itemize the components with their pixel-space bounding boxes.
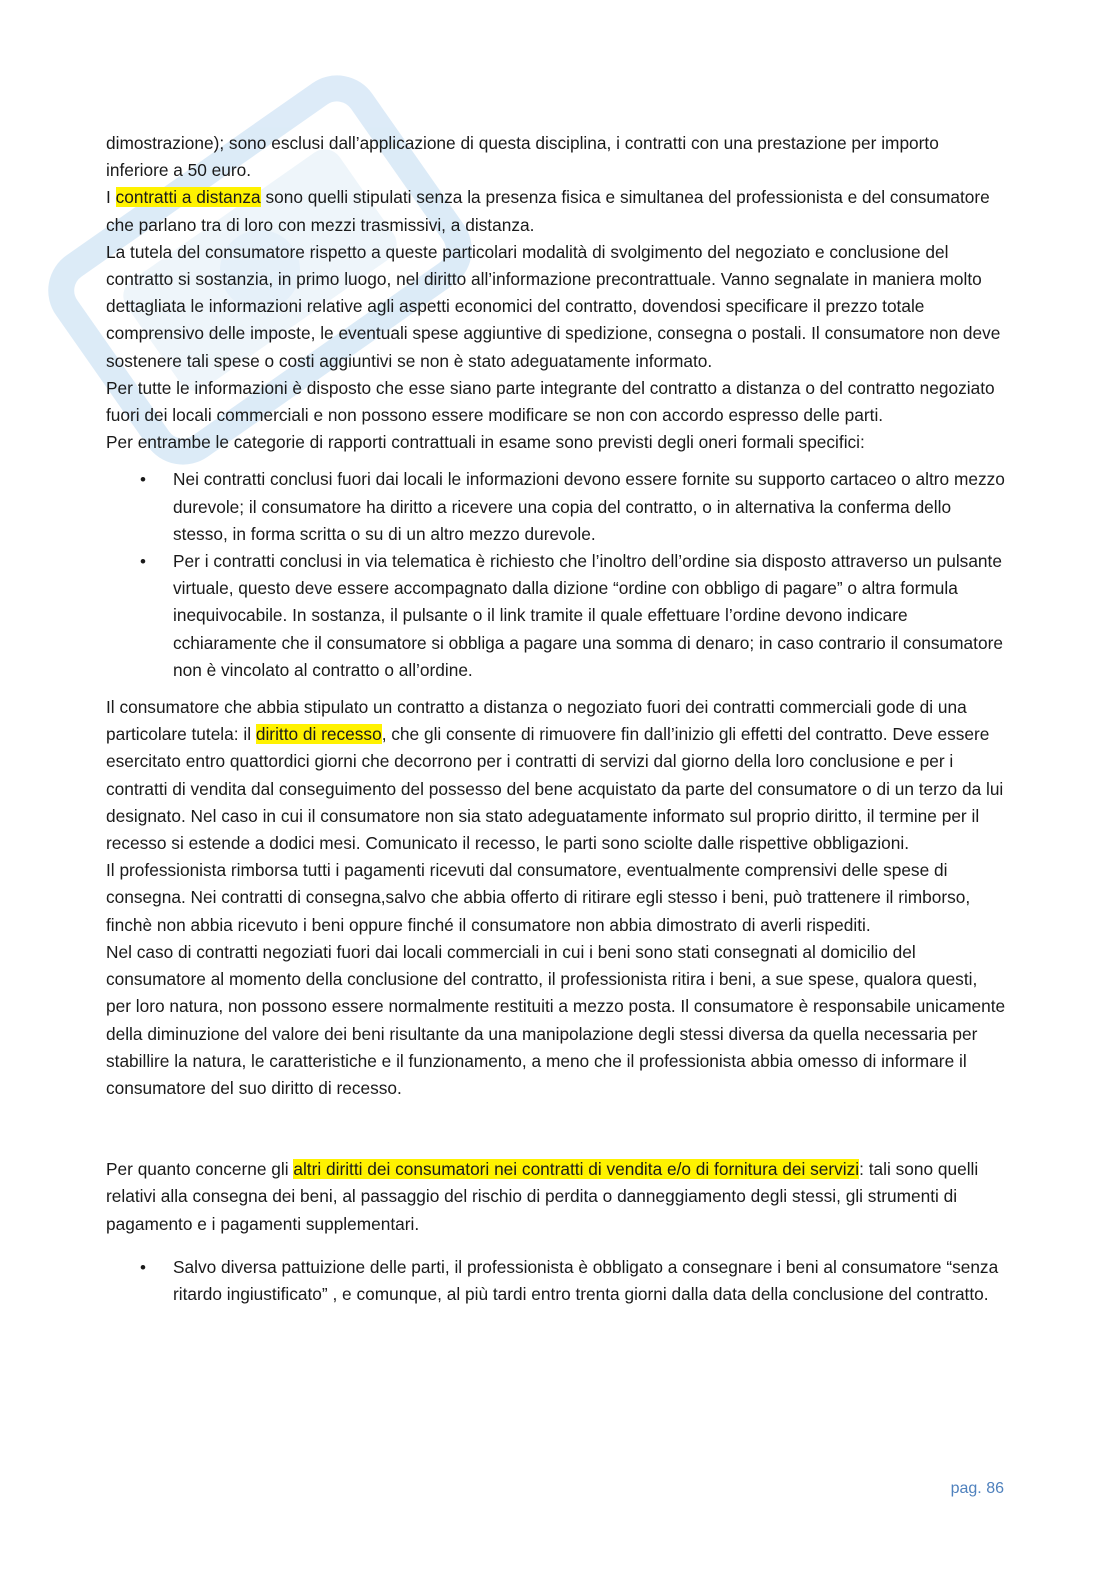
paragraph: I contratti a distanza sono quelli stipulati senza la presenza fisica e simultanea del professionista e del consumatore che parlano tra di loro con mezzi trasmissivi, a distanza. [106,187,990,235]
paragraph: Il consumatore che abbia stipulato un contratto a distanza o negoziato fuori dei contratti commerciali gode di una particolare tutela: il diritto di recesso, che gli consente di rimuovere fin dall’inizio gli effetti del contratto. Deve essere esercitato entro quattordici giorni che decorrono per i contratti di servizi dal giorno della loro conclusione e per i contratti di vendita dal conseguimento del possesso del bene acquistato da parte del consumatore o di un terzo da lui designato. Nel caso in cui il consumatore non sia stato adeguatamente informato sul proprio diritto, il termine per il recesso si estende a dodici mesi. Comunicato il recesso, le parti sono sciolte dalle rispettive obbligazioni. [106,697,1004,854]
paragraph: dimostrazione); sono esclusi dall’applicazione di questa disciplina, i contratti con una prestazione per importo inferiore a 50 euro. [106,133,939,181]
paragraph: La tutela del consumatore rispetto a queste particolari modalità di svolgimento del negoziato e conclusione del contratto si sostanzia, in primo luogo, nel diritto all’informazione precontrattuale. Vanno segnalate in maniera molto dettagliata le informazioni relative agli aspetti economici del contratto, dovendosi specificare il prezzo totale comprensivo delle imposte, le eventuali spese aggiuntive di spedizione, consegna o postali. Il consumatore non deve sostenere tali spese o costi aggiuntivi se non è stato adeguatamente informato. [106,241,1001,371]
highlight-altri-diritti: altri diritti dei consumatori nei contratti di vendita e/o di fornitura dei servizi [293,1159,860,1180]
bullet-list [106,1254,1006,1308]
list-item: • Per i contratti conclusi in via telematica è richiesto che l’inoltro dell’ordine sia disposto attraverso un pulsante virtuale, questo deve essere accompagnato dalla dizione “ordine con obbligo di pagare” o altra formula inequivocabile. In sostanza, il pulsante o il link tramite il quale effettuare l’ordine devono indicare cchiaramente che il consumatore si obbliga a pagare una somma di denaro; in caso contrario il consumatore non è vincolato al contratto o all’ordine. [106,548,1006,684]
list-item: • Salvo diversa pattuizione delle parti, il professionista è obbligato a consegnare i beni al consumatore “senza ritardo ingiustificato” , e comunque, al più tardi entro trenta giorni dalla data della conclusione del contratto. [106,1254,1006,1308]
paragraph: Per tutte le informazioni è disposto che esse siano parte integrante del contratto a distanza o del contratto negoziato fuori dei locali commerciali e non possono essere modificare se non con accordo espresso delle parti. [106,377,995,426]
bullet-list [106,466,1006,684]
highlight-contratti-a-distanza: contratti a distanza [115,187,261,208]
document-body [106,130,1006,1318]
paragraph: Per entrambe le categorie di rapporti contrattuali in esame sono previsti degli oneri formali specifici: [106,432,865,453]
highlight-diritto-di-recesso: diritto di recesso [255,724,382,745]
page-number: pag. 86 [950,1480,1004,1497]
paragraph: Nel caso di contratti negoziati fuori dai locali commerciali in cui i beni sono stati consegnati al domicilio del consumatore al momento della conclusione del contratto, il professionista ritira i beni, a sue spese, qualora questi, per loro natura, non possono essere normalmente restituiti a mezzo posta. Il consumatore è responsabile unicamente della diminuzione del valore dei beni risultante da una manipolazione degli stessi diversa da quella necessaria per stabillire la natura, le caratteristiche e il funzionamento, a meno che il professionista abbia omesso di informare il consumatore del suo diritto di recesso. [106,941,1006,1098]
list-item: • Nei contratti conclusi fuori dai locali le informazioni devono essere fornite su supporto cartaceo o altro mezzo durevole; il consumatore ha diritto a ricevere una copia del contratto, o in alternativa la conferma dello stesso, in forma scritta o su di un altro mezzo durevole. [106,466,1006,548]
paragraph: Il professionista rimborsa tutti i pagamenti ricevuti dal consumatore, eventualmente comprensivi delle spese di consegna. Nei contratti di consegna,salvo che abbia offerto di ritirare egli stesso i beni, può trattenere il rimborso, finchè non abbia ricevuto i beni oppure finché il consumatore non abbia dimostrato di averli rispediti. [106,860,971,935]
paragraph: Per quanto concerne gli altri diritti dei consumatori nei contratti di vendita e/o di fornitura dei servizi: tali sono quelli relativi alla consegna dei beni, al passaggio del rischio di perdita o danneggiamento degli stessi, gli strumenti di pagamento e i pagamenti supplementari. [106,1159,979,1234]
